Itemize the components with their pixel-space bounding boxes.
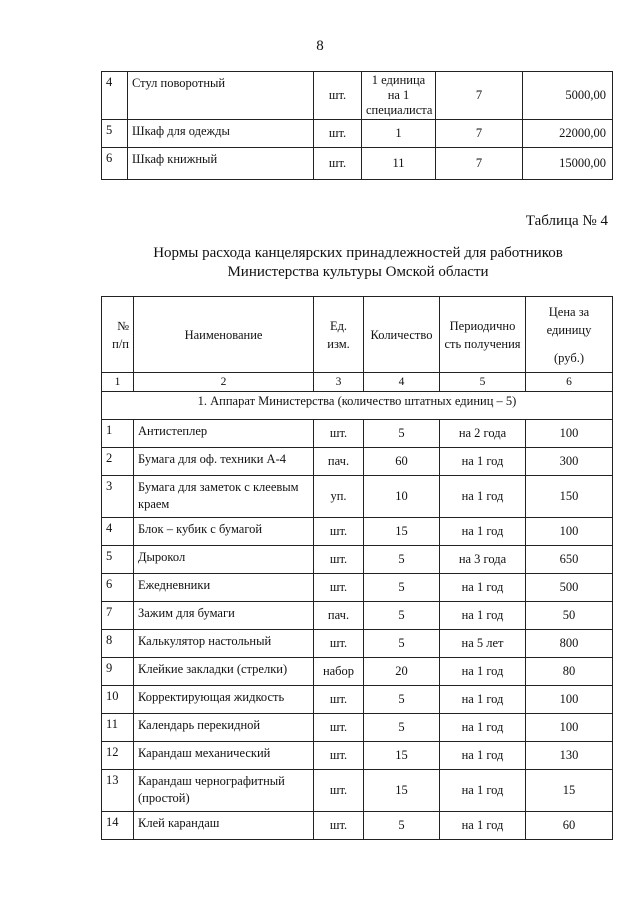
quantity-cell: 15 (364, 770, 440, 812)
unit-cell: шт. (314, 770, 364, 812)
row-number: 4 (102, 518, 134, 546)
period-cell: 7 (436, 148, 523, 180)
item-name: Калькулятор настольный (134, 630, 314, 658)
header-name: Наименование (134, 297, 314, 373)
table-row (102, 574, 613, 602)
price-cell: 60 (526, 812, 613, 840)
row-number: 7 (102, 602, 134, 630)
quantity-cell: 5 (364, 420, 440, 448)
unit-cell: шт. (314, 686, 364, 714)
quantity-cell: 20 (364, 658, 440, 686)
row-number: 9 (102, 658, 134, 686)
quantity-cell: 10 (364, 476, 440, 518)
row-number: 3 (102, 476, 134, 518)
item-name: Клей карандаш (134, 812, 314, 840)
row-number: 5 (102, 120, 128, 148)
price-cell: 15 (526, 770, 613, 812)
item-name: Шкаф для одежды (128, 120, 314, 148)
section-header: 1. Аппарат Министерства (количество штатных единиц – 5) (102, 392, 613, 420)
table-row (102, 420, 613, 448)
table-row (102, 72, 613, 120)
unit-cell: уп. (314, 476, 364, 518)
row-number: 5 (102, 546, 134, 574)
period-cell: на 1 год (440, 518, 526, 546)
item-name: Календарь перекидной (134, 714, 314, 742)
price-cell: 5000,00 (523, 72, 613, 120)
unit-cell: шт. (314, 72, 362, 120)
table-row (102, 770, 613, 812)
item-name: Карандаш механический (134, 742, 314, 770)
item-name: Бумага для заметок с клеевым краем (134, 476, 314, 518)
page-number: 8 (316, 38, 324, 54)
unit-cell: шт. (314, 812, 364, 840)
unit-cell: шт. (314, 630, 364, 658)
table-row (102, 148, 613, 180)
column-number: 2 (134, 373, 314, 392)
period-cell: на 1 год (440, 476, 526, 518)
table-row (102, 658, 613, 686)
header-period: Периодично сть получения (440, 297, 526, 373)
price-cell: 50 (526, 602, 613, 630)
item-name: Стул поворотный (128, 72, 314, 120)
unit-cell: набор (314, 658, 364, 686)
table-title-line-1: Нормы расхода канцелярских принадлежностей для работников (153, 245, 563, 261)
table-title (0, 244, 640, 282)
unit-cell: шт. (314, 148, 362, 180)
price-cell: 15000,00 (523, 148, 613, 180)
price-cell: 130 (526, 742, 613, 770)
period-cell: на 1 год (440, 448, 526, 476)
quantity-cell: 5 (364, 686, 440, 714)
price-cell: 22000,00 (523, 120, 613, 148)
period-cell: на 1 год (440, 658, 526, 686)
price-cell: 80 (526, 658, 613, 686)
quantity-cell: 60 (364, 448, 440, 476)
price-cell: 500 (526, 574, 613, 602)
table-row (102, 602, 613, 630)
column-number: 1 (102, 373, 134, 392)
table-row (102, 630, 613, 658)
item-name: Антистеплер (134, 420, 314, 448)
item-name: Карандаш чернографитный (простой) (134, 770, 314, 812)
row-number: 4 (102, 72, 128, 120)
furniture-table-continuation (101, 71, 613, 180)
period-cell: на 1 год (440, 742, 526, 770)
row-number: 1 (102, 420, 134, 448)
row-number: 14 (102, 812, 134, 840)
header-price (526, 297, 613, 373)
header-quantity: Количество (364, 297, 440, 373)
period-cell: на 2 года (440, 420, 526, 448)
unit-cell: шт. (314, 420, 364, 448)
quantity-cell: 11 (362, 148, 436, 180)
table-row (102, 812, 613, 840)
column-number: 5 (440, 373, 526, 392)
table-row (102, 476, 613, 518)
unit-cell: шт. (314, 574, 364, 602)
period-cell: на 1 год (440, 770, 526, 812)
quantity-cell: 15 (364, 742, 440, 770)
price-cell: 100 (526, 714, 613, 742)
row-number: 12 (102, 742, 134, 770)
row-number: 13 (102, 770, 134, 812)
row-number: 6 (102, 574, 134, 602)
section-row (102, 392, 613, 420)
table-row (102, 120, 613, 148)
unit-cell: шт. (314, 714, 364, 742)
quantity-cell: 5 (364, 812, 440, 840)
header-price-line-2: (руб.) (554, 350, 584, 365)
column-number: 6 (526, 373, 613, 392)
quantity-cell: 1 (362, 120, 436, 148)
item-name: Блок – кубик с бумагой (134, 518, 314, 546)
header-price-line-1: Цена за единицу (546, 304, 592, 337)
quantity-cell: 5 (364, 602, 440, 630)
header-row (102, 297, 613, 373)
unit-cell: пач. (314, 602, 364, 630)
unit-cell: пач. (314, 448, 364, 476)
unit-cell: шт. (314, 742, 364, 770)
price-cell: 300 (526, 448, 613, 476)
row-number: 6 (102, 148, 128, 180)
quantity-cell: 1 единица на 1 специалиста (362, 72, 436, 120)
table-row (102, 518, 613, 546)
table-row (102, 448, 613, 476)
row-number: 11 (102, 714, 134, 742)
quantity-cell: 15 (364, 518, 440, 546)
period-cell: на 1 год (440, 714, 526, 742)
table-caption: Таблица № 4 (525, 213, 608, 229)
price-cell: 800 (526, 630, 613, 658)
header-num: № п/п (102, 297, 134, 373)
period-cell: 7 (436, 72, 523, 120)
period-cell: на 1 год (440, 812, 526, 840)
price-cell: 150 (526, 476, 613, 518)
item-name: Ежедневники (134, 574, 314, 602)
header-unit: Ед. изм. (314, 297, 364, 373)
item-name: Шкаф книжный (128, 148, 314, 180)
stationery-norms-table (101, 296, 613, 840)
row-number: 2 (102, 448, 134, 476)
price-cell: 650 (526, 546, 613, 574)
period-cell: на 5 лет (440, 630, 526, 658)
price-cell: 100 (526, 420, 613, 448)
price-cell: 100 (526, 686, 613, 714)
period-cell: на 1 год (440, 686, 526, 714)
period-cell: 7 (436, 120, 523, 148)
quantity-cell: 5 (364, 546, 440, 574)
item-name: Зажим для бумаги (134, 602, 314, 630)
table-row (102, 686, 613, 714)
period-cell: на 1 год (440, 602, 526, 630)
unit-cell: шт. (314, 120, 362, 148)
row-number: 10 (102, 686, 134, 714)
price-cell: 100 (526, 518, 613, 546)
table-row (102, 546, 613, 574)
table-row (102, 714, 613, 742)
item-name: Дырокол (134, 546, 314, 574)
row-number: 8 (102, 630, 134, 658)
unit-cell: шт. (314, 546, 364, 574)
quantity-cell: 5 (364, 630, 440, 658)
table-row (102, 742, 613, 770)
unit-cell: шт. (314, 518, 364, 546)
table-title-line-2: Министерства культуры Омской области (227, 264, 489, 280)
item-name: Клейкие закладки (стрелки) (134, 658, 314, 686)
quantity-cell: 5 (364, 714, 440, 742)
item-name: Корректирующая жидкость (134, 686, 314, 714)
item-name: Бумага для оф. техники А-4 (134, 448, 314, 476)
column-number: 4 (364, 373, 440, 392)
column-number: 3 (314, 373, 364, 392)
period-cell: на 1 год (440, 574, 526, 602)
period-cell: на 3 года (440, 546, 526, 574)
quantity-cell: 5 (364, 574, 440, 602)
column-number-row (102, 373, 613, 392)
